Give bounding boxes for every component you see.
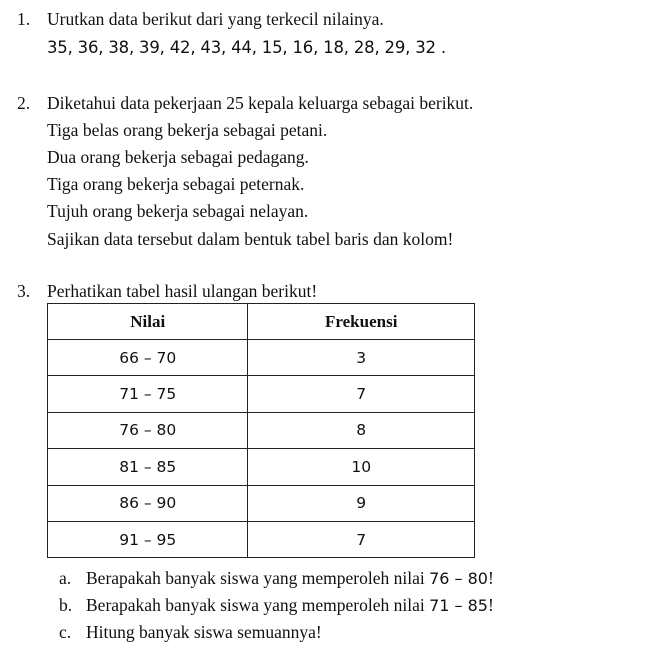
q3-number: 3. xyxy=(17,281,31,301)
q3a-label: a. xyxy=(59,568,72,588)
q2-line-2: Dua orang bekerja sebagai pedagang. xyxy=(47,147,309,167)
q3b-label: b. xyxy=(59,595,73,615)
cell-nilai: 81 – 85 xyxy=(48,449,248,485)
cell-frekuensi: 3 xyxy=(248,340,475,376)
table-header-row xyxy=(48,304,475,340)
cell-frekuensi: 8 xyxy=(248,412,475,448)
score-frequency-table xyxy=(47,303,475,558)
cell-nilai: 71 – 75 xyxy=(48,376,248,412)
cell-nilai: 76 – 80 xyxy=(48,412,248,448)
cell-frekuensi: 9 xyxy=(248,485,475,521)
q3a-range: 76 – 80 xyxy=(429,569,488,588)
cell-nilai: 91 – 95 xyxy=(48,521,248,557)
cell-frekuensi: 10 xyxy=(248,449,475,485)
q2-line-5: Sajikan data tersebut dalam bentuk tabel baris dan kolom! xyxy=(47,229,454,249)
q2-text: Diketahui data pekerjaan 25 kepala keluarga sebagai berikut. xyxy=(47,93,474,113)
table-row xyxy=(48,449,475,485)
q3b-end: ! xyxy=(487,595,494,615)
q3c-text: Hitung banyak siswa semuannya! xyxy=(86,622,322,642)
q3b-text xyxy=(86,594,494,617)
q2-line-3: Tiga orang bekerja sebagai peternak. xyxy=(47,174,305,194)
table-row xyxy=(48,376,475,412)
header-nilai: Nilai xyxy=(48,304,248,340)
table-row xyxy=(48,340,475,376)
q1-text: Urutkan data berikut dari yang terkecil nilainya. xyxy=(47,9,384,29)
cell-nilai: 86 – 90 xyxy=(48,485,248,521)
table-row xyxy=(48,521,475,557)
q3-text: Perhatikan tabel hasil ulangan berikut! xyxy=(47,281,318,301)
q3c-label: c. xyxy=(59,622,72,642)
table-row xyxy=(48,485,475,521)
cell-frekuensi: 7 xyxy=(248,521,475,557)
q2-line-1: Tiga belas orang bekerja sebagai petani. xyxy=(47,120,328,140)
table-row xyxy=(48,412,475,448)
q2-number: 2. xyxy=(17,93,31,113)
q3b-range: 71 – 85 xyxy=(429,596,488,615)
q3b-question: Berapakah banyak siswa yang memperoleh nilai xyxy=(86,595,430,615)
q3a-text xyxy=(86,567,494,590)
q3a-question: Berapakah banyak siswa yang memperoleh nilai xyxy=(86,568,430,588)
q1-data: 35, 36, 38, 39, 42, 43, 44, 15, 16, 18, 28, 29, 32 . xyxy=(47,38,446,57)
cell-frekuensi: 7 xyxy=(248,376,475,412)
q2-line-4: Tujuh orang bekerja sebagai nelayan. xyxy=(47,201,309,221)
q3a-end: ! xyxy=(487,568,494,588)
cell-nilai: 66 – 70 xyxy=(48,340,248,376)
header-frekuensi: Frekuensi xyxy=(248,304,475,340)
q1-number: 1. xyxy=(17,9,31,29)
